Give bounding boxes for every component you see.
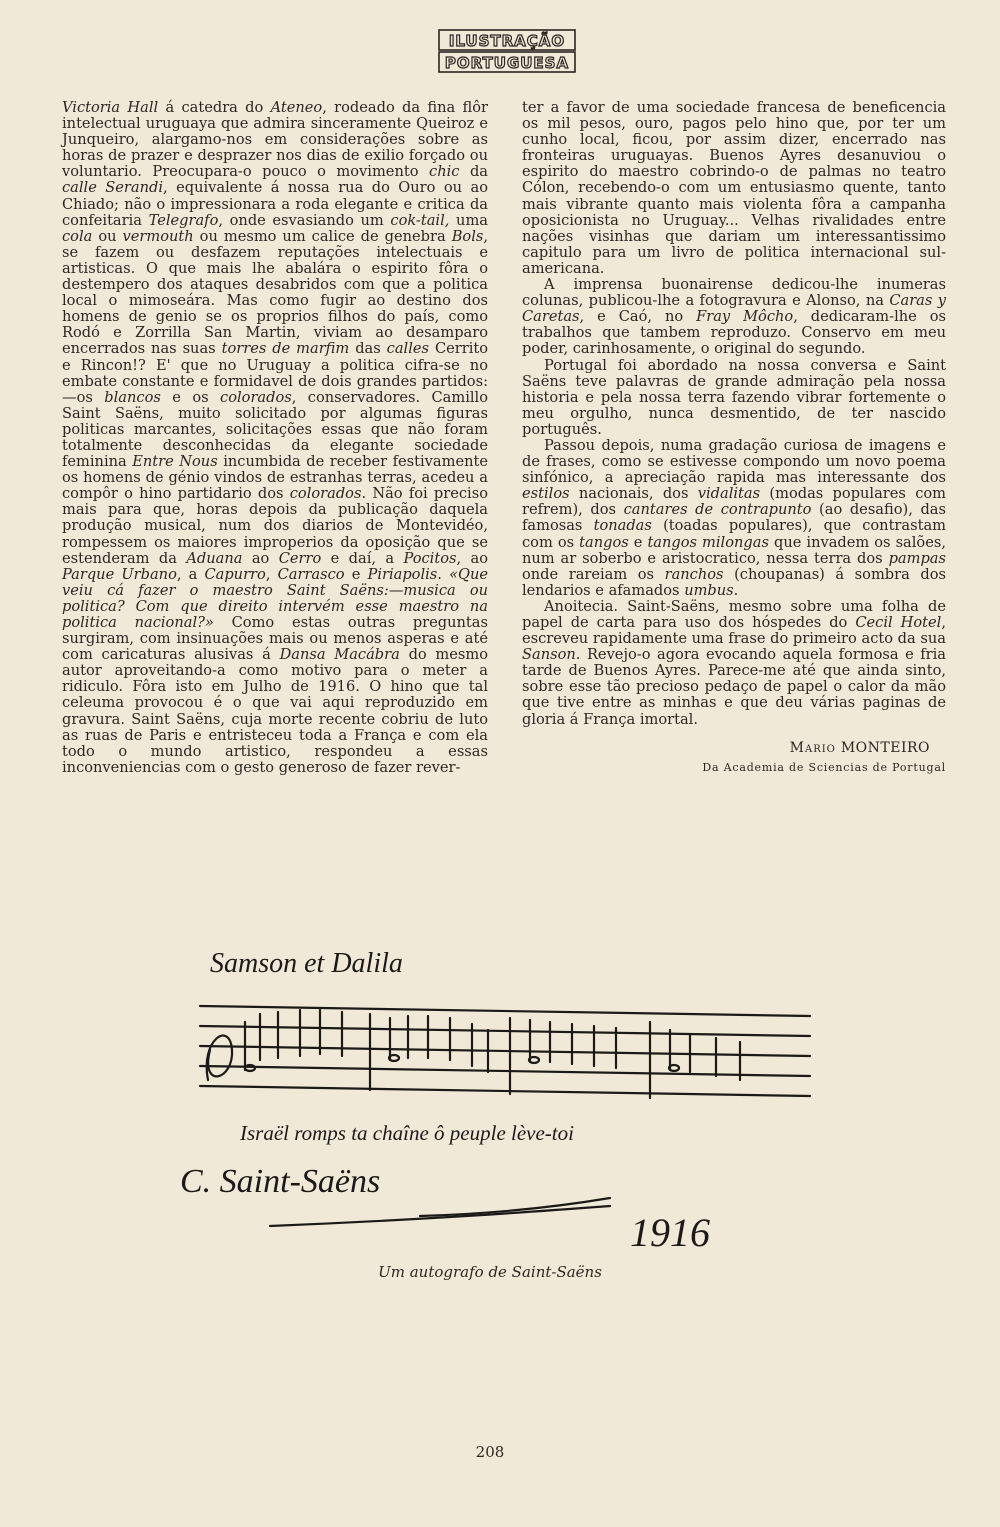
signature-block <box>522 740 946 776</box>
italic-run: Ateneo <box>270 99 323 116</box>
text-run: , <box>265 565 278 583</box>
figure-caption: Um autografo de Saint-Saëns <box>378 1263 602 1281</box>
text-run: ao <box>242 549 279 567</box>
text-run: . Revejo-o agora evocando aquela formosa e fria tarde de Buenos Ayres. Parece-me até que ainda sinto, sobre esse tão precioso pedaço de papel o calor da mão que tive entre as minhas e que deu várias paginas de gloria á França imortal. <box>522 646 946 728</box>
text-run: , escreveu rapidamente uma frase do primeiro acto da sua <box>522 614 946 648</box>
paragraph <box>62 100 488 776</box>
italic-run: tonadas <box>593 517 652 535</box>
text-run: Portugal foi abordado na nossa conversa e Saint Saëns teve palavras de grande admiração pela nossa historia e pela nossa terra fazendo vibrar fortemente o meu orgulho, nunca desmentido, de ter nascido português. <box>522 356 946 438</box>
autograph-title: Samson et Dalila <box>210 948 403 979</box>
italic-run: blancos <box>104 388 161 406</box>
text-run: e os <box>160 388 221 406</box>
text-run: e <box>344 565 368 583</box>
italic-run: pampas <box>888 549 946 567</box>
italic-run: Piriapolis <box>367 565 438 583</box>
text-run: , conservadores. Camillo Saint Saëns, muito solicitado por algumas figuras politicas marcantes, solicitações essas que não foram totalmente desconhecidas da elegante sociedade feminina <box>62 388 488 471</box>
text-run: uma <box>449 211 488 229</box>
italic-run: cola <box>62 227 93 245</box>
text-run: ou <box>92 227 123 245</box>
author-affiliation: Da Academia de Sciencias de Portugal <box>702 760 946 774</box>
text-run: onde rareiam os <box>522 565 665 583</box>
italic-run: Entre Nous <box>132 453 218 471</box>
text-run: , ao <box>456 549 489 567</box>
autograph-lyric: Israël romps ta chaîne ô peuple lève-toi <box>240 1121 574 1145</box>
text-run: , e Caó, no <box>579 308 697 326</box>
italic-run: cantares de contrapunto <box>623 501 812 519</box>
italic-run: Bols <box>451 227 484 245</box>
text-run: , dedicaram-lhe os trabalhos que tambem reproduzo. Conservo em meu poder, carinhosamente, o original do segundo. <box>522 308 947 358</box>
italic-run: tangos milongas <box>647 533 769 551</box>
italic-run: Carrasco <box>277 565 345 583</box>
text-run: ou mesmo um calice de genebra <box>193 227 452 245</box>
text-run: do mesmo autor aproveitando-a como motivo para o meter a ridiculo. Fôra isto em Julho de 1916. O hino que tal celeuma provocou é o que vai aqui reproduzido em gravura. Saint Saëns, cuja morte recente cobriu de luto as ruas de Paris e entristeceu toda a França e com ela todo o mundo artistico, respondeu a essas inconveniencias com o gesto generoso de fazer rever- <box>62 646 489 776</box>
text-run: nacionais, dos <box>569 485 698 503</box>
italic-run: vermouth <box>122 227 194 245</box>
right-column <box>522 100 946 776</box>
italic-run: colorados <box>220 388 292 406</box>
italic-run: Victoria Hall <box>62 99 159 116</box>
text-run: , rodeado da fina flôr intelectual uruguaya que admira sinceramente Queiroz e Junqueiro, alargamo-nos em considerações sobre as horas de prazer e desprazer nos dias de exilio forçado ou voluntario. Preocupara-o pouco o movimento <box>62 99 488 181</box>
text-run: incumbida de receber festivamente os homens de génio vindos de estranhas terras, acedeu a compôr o hino partidario dos <box>62 453 488 503</box>
masthead-line2: PORTUGUESA <box>444 54 570 72</box>
text-run: A imprensa buonairense dedicou-lhe inumeras colunas, publicou-lhe a fotogravura e Alonso, na <box>522 276 946 310</box>
italic-run: Pocitos <box>403 549 457 567</box>
text-run: e <box>628 533 648 551</box>
text-run: , a <box>176 565 205 583</box>
paragraph <box>522 358 946 438</box>
italic-run: vidalitas <box>697 485 761 503</box>
italic-run: Parque Urbano <box>62 565 177 583</box>
italic-run: Caras y Caretas <box>522 292 946 326</box>
text-run: Cerrito e Rincon!? E' que no Uruguay a politica cifra-se no embate constante e formidavel de dois grandes partidos:—os <box>62 340 489 406</box>
italic-run: Sanson <box>522 646 576 664</box>
left-column <box>62 100 488 776</box>
text-run: , equivalente á nossa rua do Ouro ou ao Chiado; não o impressionara a roda elegante e critica da confeitaria <box>62 179 488 229</box>
italic-run: chic <box>429 163 460 181</box>
paragraph <box>522 277 946 357</box>
text-run: Passou depois, numa gradação curiosa de imagens e de frases, como se estivesse compondo um novo poema sinfónico, a apreciação rapida mas interessante dos <box>522 436 946 487</box>
italic-run: Capurro <box>204 565 266 583</box>
page-number: 208 <box>475 1443 505 1461</box>
italic-run: Cecil Hotel <box>855 614 942 631</box>
italic-run: calles <box>386 340 430 358</box>
text-run: das <box>349 340 387 358</box>
saint-saens-autograph <box>170 930 830 1260</box>
text-run: Como estas outras preguntas surgiram, com insinuações mais ou menos asperas e até com caricaturas alusivas á <box>62 614 488 664</box>
paragraph <box>522 100 946 277</box>
paragraph <box>522 438 946 599</box>
italic-run: ranchos <box>664 565 724 583</box>
italic-run: Dansa Macábra <box>279 646 400 664</box>
text-run: da <box>459 163 488 181</box>
italic-run: torres de marfim <box>221 340 350 358</box>
autograph-signature: C. Saint-Saëns <box>180 1163 381 1200</box>
italic-run: Aduana <box>186 549 243 567</box>
italic-run: calle Serandi <box>62 179 164 197</box>
text-run: (ao desafio), das famosas <box>522 501 946 535</box>
masthead-line1: ILUSTRAÇÃO <box>448 32 566 50</box>
masthead-logo <box>437 26 577 76</box>
italic-run: «Que veiu cá fazer o maestro Saint Saëns:—musica ou politica? Com que direito intervém esse maestro na politica nacional?» <box>62 565 489 631</box>
italic-run: umbus <box>684 581 734 599</box>
author-first-name: Mario <box>789 739 836 756</box>
text-run: á catedra do <box>158 99 271 116</box>
text-run: (modas populares com refrem), dos <box>522 485 946 519</box>
text-run: que invadem os salões, num ar soberbo e aristocratico, nessa terra dos <box>522 533 946 567</box>
author-surname: MONTEIRO <box>840 739 930 756</box>
italic-run: tangos <box>579 533 629 551</box>
italic-run: Fray Môcho <box>696 308 794 326</box>
text-run: (toadas populares), que contrastam com os <box>522 517 947 551</box>
text-run: (choupanas) á sombra dos lendarios e afamados <box>522 565 946 599</box>
text-run: . <box>437 565 450 583</box>
text-run: Anoitecia. Saint-Saëns, mesmo sobre uma folha de papel de carta para uso dos hóspedes do <box>522 597 946 631</box>
text-run: ter a favor de uma sociedade francesa de beneficencia os mil pesos, ouro, pagos pelo hino que, por ter um cunho local, ficou, por assim dizer, encerrado nas fronteiras uruguayas. Buenos Ayres desanuviou o espirito do maestro cobrindo-o de palmas no teatro Cólon, recebendo-o com um entusiasmo quente, tanto mais vibrante quanto mais violenta fôra a campanha oposicionista no Uruguay... Velhas rivalidades entre nações visinhas que dariam um interessantissimo capitulo para um livro de politica internacional sul-americana. <box>522 99 946 277</box>
autograph-year: 1916 <box>630 1210 710 1255</box>
italic-run: cok-tail, <box>390 211 450 229</box>
paragraph <box>522 599 946 728</box>
text-run: . <box>733 581 739 599</box>
italic-run: Telegrafo <box>148 211 219 229</box>
italic-run: colorados <box>289 485 362 503</box>
author-name <box>522 740 930 756</box>
italic-run: estilos <box>522 485 570 503</box>
text-run: . Não foi preciso mais para que, horas depois da publicação daquela produção musical, num dos diarios de Montevidéo, rompessem os maiores improperios da oposição que se estenderam da <box>62 485 488 567</box>
italic-run: Cerro <box>278 549 322 567</box>
text-run: e daí, a <box>321 549 404 567</box>
text-run: , se fazem ou desfazem reputações intelectuais e artisticas. O que mais lhe abalára o espirito fôra o destempero dos ataques desabridos com que a politica local o mimoseára. Mas como fugir ao destino dos homens de genio se os proprios filhos do país, como Rodó e Zorrilla San Martin, viviam ao desamparo encerrados nas suas <box>62 227 489 358</box>
text-run: , onde esvasiando um <box>218 211 391 229</box>
